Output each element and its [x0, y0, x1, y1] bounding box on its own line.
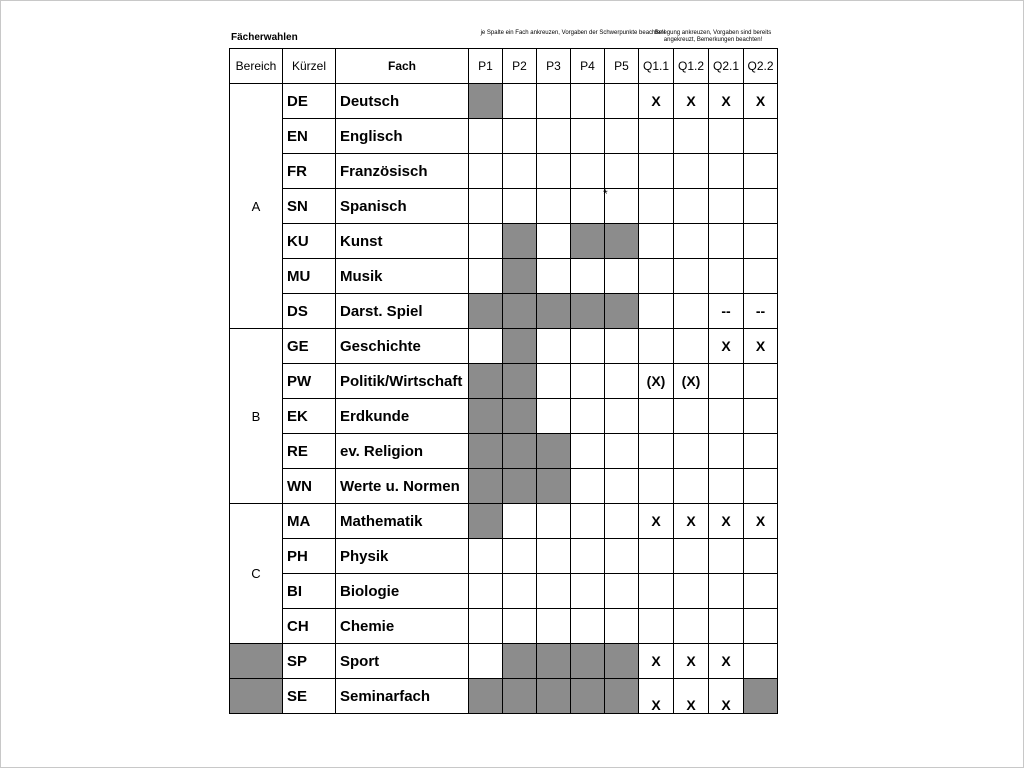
q21-cell[interactable]: [709, 469, 744, 504]
q11-cell[interactable]: [639, 329, 674, 364]
p5-choice[interactable]: [605, 469, 639, 504]
p2-blocked: [503, 434, 537, 469]
fach-cell: Französisch: [336, 154, 469, 189]
p5-choice[interactable]: [605, 399, 639, 434]
p2-choice[interactable]: [503, 189, 537, 224]
q21-cell[interactable]: [709, 539, 744, 574]
fach-cell: Spanisch: [336, 189, 469, 224]
p4-choice[interactable]: [571, 504, 605, 539]
fach-cell: Seminarfach: [336, 679, 469, 714]
q22-cell[interactable]: [744, 609, 778, 644]
q12-cell[interactable]: X: [674, 504, 709, 539]
kuerzel-cell: SE: [283, 679, 336, 714]
q11-cell[interactable]: X: [639, 644, 674, 679]
p4-choice[interactable]: [571, 154, 605, 189]
bereich-blocked: [230, 679, 283, 714]
q11-cell[interactable]: [639, 609, 674, 644]
q11-cell[interactable]: [639, 574, 674, 609]
p1-choice[interactable]: [469, 119, 503, 154]
p3-choice[interactable]: [537, 84, 571, 119]
q22-cell[interactable]: [744, 154, 778, 189]
q22-cell[interactable]: X: [744, 504, 778, 539]
fach-cell: Sport: [336, 644, 469, 679]
p4-choice[interactable]: [571, 539, 605, 574]
fach-cell: Mathematik: [336, 504, 469, 539]
q12-cell[interactable]: X: [674, 644, 709, 679]
table-row: [230, 574, 778, 609]
header-p1: P1: [469, 49, 503, 84]
note-exam-subjects: je Spalte ein Fach ankreuzen, Vorgaben der Schwerpunkte beachten!: [480, 30, 666, 36]
q11-cell[interactable]: [639, 399, 674, 434]
p3-blocked: [537, 644, 571, 679]
q12-cell[interactable]: X: [674, 679, 709, 714]
p1-blocked: [469, 294, 503, 329]
p3-blocked: [537, 434, 571, 469]
note-course-booking: Belegung ankreuzen, Vorgaben sind bereits angekreuzt, Bemerkungen beachten!: [654, 30, 772, 43]
q21-cell[interactable]: X: [709, 329, 744, 364]
q22-cell[interactable]: [744, 434, 778, 469]
p5-choice[interactable]: [605, 259, 639, 294]
q12-cell[interactable]: [674, 609, 709, 644]
p2-blocked: [503, 679, 537, 714]
p4-choice[interactable]: [571, 469, 605, 504]
p2-blocked: [503, 469, 537, 504]
q11-cell[interactable]: [639, 154, 674, 189]
p1-choice[interactable]: [469, 644, 503, 679]
header-p2: P2: [503, 49, 537, 84]
table-row: [230, 84, 778, 119]
fach-cell: Englisch: [336, 119, 469, 154]
header-q11: Q1.1: [639, 49, 674, 84]
p4-choice[interactable]: [571, 259, 605, 294]
p4-blocked: [571, 644, 605, 679]
q21-cell[interactable]: [709, 364, 744, 399]
q12-cell[interactable]: [674, 259, 709, 294]
p4-choice[interactable]: [571, 119, 605, 154]
q12-cell[interactable]: [674, 574, 709, 609]
q11-cell[interactable]: [639, 259, 674, 294]
q21-cell[interactable]: [709, 574, 744, 609]
subject-selection-sheet: [229, 30, 777, 714]
fach-cell: Deutsch: [336, 84, 469, 119]
p5-blocked: [605, 224, 639, 259]
p5-choice[interactable]: [605, 504, 639, 539]
p2-blocked: [503, 329, 537, 364]
p5-choice[interactable]: [605, 154, 639, 189]
q21-cell[interactable]: X: [709, 84, 744, 119]
q21-cell[interactable]: X: [709, 679, 744, 714]
fach-cell: Erdkunde: [336, 399, 469, 434]
p4-choice[interactable]: [571, 189, 605, 224]
p5-choice[interactable]: [605, 329, 639, 364]
p3-choice[interactable]: [537, 119, 571, 154]
q12-cell[interactable]: [674, 294, 709, 329]
p5-blocked: [605, 679, 639, 714]
fach-cell: Politik/Wirtschaft: [336, 364, 469, 399]
p3-choice[interactable]: [537, 539, 571, 574]
table-row: [230, 259, 778, 294]
q21-cell[interactable]: [709, 434, 744, 469]
header-q12: Q1.2: [674, 49, 709, 84]
kuerzel-cell: CH: [283, 609, 336, 644]
header-p3: P3: [537, 49, 571, 84]
header-q22: Q2.2: [744, 49, 778, 84]
fach-cell: Chemie: [336, 609, 469, 644]
q22-cell[interactable]: [744, 574, 778, 609]
p1-blocked: [469, 469, 503, 504]
q22-cell[interactable]: [744, 644, 778, 679]
fach-cell: Musik: [336, 259, 469, 294]
q22-cell[interactable]: X: [744, 84, 778, 119]
p5-choice[interactable]: [605, 364, 639, 399]
q12-cell[interactable]: [674, 434, 709, 469]
p2-blocked: [503, 259, 537, 294]
q22-cell[interactable]: [744, 259, 778, 294]
p2-blocked: [503, 364, 537, 399]
p3-blocked: [537, 294, 571, 329]
p1-choice[interactable]: [469, 574, 503, 609]
p4-choice[interactable]: [571, 609, 605, 644]
table-row: [230, 399, 778, 434]
kuerzel-cell: RE: [283, 434, 336, 469]
header-p4: P4: [571, 49, 605, 84]
kuerzel-cell: FR: [283, 154, 336, 189]
p1-choice[interactable]: [469, 189, 503, 224]
q12-cell[interactable]: [674, 539, 709, 574]
header-row: [230, 49, 778, 84]
p3-choice[interactable]: [537, 329, 571, 364]
table-row: [230, 119, 778, 154]
p1-blocked: [469, 364, 503, 399]
table-row: [230, 469, 778, 504]
q12-cell[interactable]: [674, 399, 709, 434]
q21-cell[interactable]: [709, 259, 744, 294]
q12-cell[interactable]: [674, 154, 709, 189]
q12-cell[interactable]: [674, 469, 709, 504]
p4-choice[interactable]: [571, 84, 605, 119]
kuerzel-cell: SN: [283, 189, 336, 224]
q11-cell[interactable]: [639, 224, 674, 259]
p4-blocked: [571, 294, 605, 329]
q11-cell[interactable]: [639, 539, 674, 574]
kuerzel-cell: SP: [283, 644, 336, 679]
q21-cell[interactable]: --: [709, 294, 744, 329]
kuerzel-cell: PW: [283, 364, 336, 399]
group-a-label: A: [230, 84, 283, 329]
q11-cell[interactable]: X: [639, 679, 674, 714]
p3-blocked: [537, 469, 571, 504]
kuerzel-cell: KU: [283, 224, 336, 259]
p3-choice[interactable]: [537, 399, 571, 434]
p4-choice[interactable]: [571, 399, 605, 434]
q22-cell[interactable]: [744, 189, 778, 224]
q11-cell[interactable]: [639, 469, 674, 504]
sheet-title: Fächerwahlen: [231, 32, 298, 43]
q21-cell[interactable]: [709, 609, 744, 644]
q12-cell[interactable]: (X): [674, 364, 709, 399]
q22-cell[interactable]: [744, 364, 778, 399]
p4-choice[interactable]: [571, 329, 605, 364]
kuerzel-cell: PH: [283, 539, 336, 574]
q12-cell[interactable]: [674, 189, 709, 224]
table-row: [230, 644, 778, 679]
header-kuerzel: Kürzel: [283, 49, 336, 84]
kuerzel-cell: DE: [283, 84, 336, 119]
p1-choice[interactable]: [469, 329, 503, 364]
p1-blocked: [469, 434, 503, 469]
kuerzel-cell: MU: [283, 259, 336, 294]
q22-cell[interactable]: [744, 469, 778, 504]
q22-cell[interactable]: [744, 539, 778, 574]
q21-cell[interactable]: [709, 119, 744, 154]
p4-choice[interactable]: [571, 434, 605, 469]
group-c-label: C: [230, 504, 283, 644]
p3-choice[interactable]: [537, 259, 571, 294]
kuerzel-cell: BI: [283, 574, 336, 609]
p1-blocked: [469, 504, 503, 539]
fach-cell: Werte u. Normen: [336, 469, 469, 504]
fach-cell: ev. Religion: [336, 434, 469, 469]
table-row: [230, 329, 778, 364]
q21-cell[interactable]: X: [709, 644, 744, 679]
table-row: [230, 609, 778, 644]
table-row: [230, 539, 778, 574]
p1-choice[interactable]: [469, 609, 503, 644]
p1-choice[interactable]: [469, 224, 503, 259]
p2-choice[interactable]: [503, 154, 537, 189]
header-fach: Fach: [336, 49, 469, 84]
p4-blocked: [571, 679, 605, 714]
p3-choice[interactable]: [537, 364, 571, 399]
q21-cell[interactable]: [709, 224, 744, 259]
q22-blocked: [744, 679, 778, 714]
q21-cell[interactable]: [709, 399, 744, 434]
table-row: [230, 434, 778, 469]
p5-choice[interactable]: [605, 609, 639, 644]
p2-choice[interactable]: [503, 119, 537, 154]
p3-choice[interactable]: [537, 504, 571, 539]
p2-choice[interactable]: [503, 574, 537, 609]
bereich-blocked: [230, 644, 283, 679]
p1-blocked: [469, 679, 503, 714]
p2-choice[interactable]: [503, 504, 537, 539]
kuerzel-cell: GE: [283, 329, 336, 364]
header-bereich: Bereich: [230, 49, 283, 84]
q12-cell[interactable]: [674, 224, 709, 259]
header-p5: P5: [605, 49, 639, 84]
q22-cell[interactable]: [744, 399, 778, 434]
q12-cell[interactable]: [674, 119, 709, 154]
p5-blocked: [605, 644, 639, 679]
p1-choice[interactable]: [469, 259, 503, 294]
p4-choice[interactable]: [571, 364, 605, 399]
fach-cell: Physik: [336, 539, 469, 574]
p2-choice[interactable]: [503, 84, 537, 119]
table-row: [230, 679, 778, 714]
p3-choice[interactable]: [537, 189, 571, 224]
q22-cell[interactable]: [744, 224, 778, 259]
group-b-label: B: [230, 329, 283, 504]
q21-cell[interactable]: X: [709, 504, 744, 539]
p1-choice[interactable]: [469, 539, 503, 574]
table-row: [230, 189, 778, 224]
q21-cell[interactable]: [709, 189, 744, 224]
q11-cell[interactable]: (X): [639, 364, 674, 399]
table-row: [230, 224, 778, 259]
p1-blocked: [469, 84, 503, 119]
p5-choice[interactable]: [605, 574, 639, 609]
sheet-heading: [229, 30, 777, 48]
kuerzel-cell: EN: [283, 119, 336, 154]
p2-blocked: [503, 294, 537, 329]
fach-cell: Kunst: [336, 224, 469, 259]
q21-cell[interactable]: [709, 154, 744, 189]
kuerzel-cell: DS: [283, 294, 336, 329]
p5-choice[interactable]: [605, 189, 639, 224]
q11-cell[interactable]: [639, 434, 674, 469]
p2-blocked: [503, 644, 537, 679]
q11-cell[interactable]: X: [639, 504, 674, 539]
p5-choice[interactable]: [605, 119, 639, 154]
p2-choice[interactable]: [503, 609, 537, 644]
fach-cell: Biologie: [336, 574, 469, 609]
p2-blocked: [503, 399, 537, 434]
q22-cell[interactable]: [744, 119, 778, 154]
p2-blocked: [503, 224, 537, 259]
p3-blocked: [537, 679, 571, 714]
table-row: [230, 504, 778, 539]
fach-cell: Darst. Spiel: [336, 294, 469, 329]
q11-cell[interactable]: [639, 119, 674, 154]
p3-choice[interactable]: [537, 154, 571, 189]
table-row: [230, 364, 778, 399]
p5-choice[interactable]: [605, 434, 639, 469]
p4-blocked: [571, 224, 605, 259]
subject-table: [229, 48, 778, 714]
q11-cell[interactable]: [639, 294, 674, 329]
q12-cell[interactable]: X: [674, 84, 709, 119]
kuerzel-cell: MA: [283, 504, 336, 539]
p5-choice[interactable]: [605, 84, 639, 119]
q12-cell[interactable]: [674, 329, 709, 364]
q11-cell[interactable]: X: [639, 84, 674, 119]
p5-blocked: [605, 294, 639, 329]
p3-choice[interactable]: [537, 224, 571, 259]
fach-cell: Geschichte: [336, 329, 469, 364]
p3-choice[interactable]: [537, 609, 571, 644]
p1-blocked: [469, 399, 503, 434]
p1-choice[interactable]: [469, 154, 503, 189]
p2-choice[interactable]: [503, 539, 537, 574]
q22-cell[interactable]: X: [744, 329, 778, 364]
p4-choice[interactable]: [571, 574, 605, 609]
table-row: [230, 154, 778, 189]
p3-choice[interactable]: [537, 574, 571, 609]
q11-cell[interactable]: [639, 189, 674, 224]
q22-cell[interactable]: --: [744, 294, 778, 329]
header-q21: Q2.1: [709, 49, 744, 84]
footnote-marker: *: [603, 187, 608, 201]
kuerzel-cell: WN: [283, 469, 336, 504]
p5-choice[interactable]: [605, 539, 639, 574]
kuerzel-cell: EK: [283, 399, 336, 434]
table-row: [230, 294, 778, 329]
